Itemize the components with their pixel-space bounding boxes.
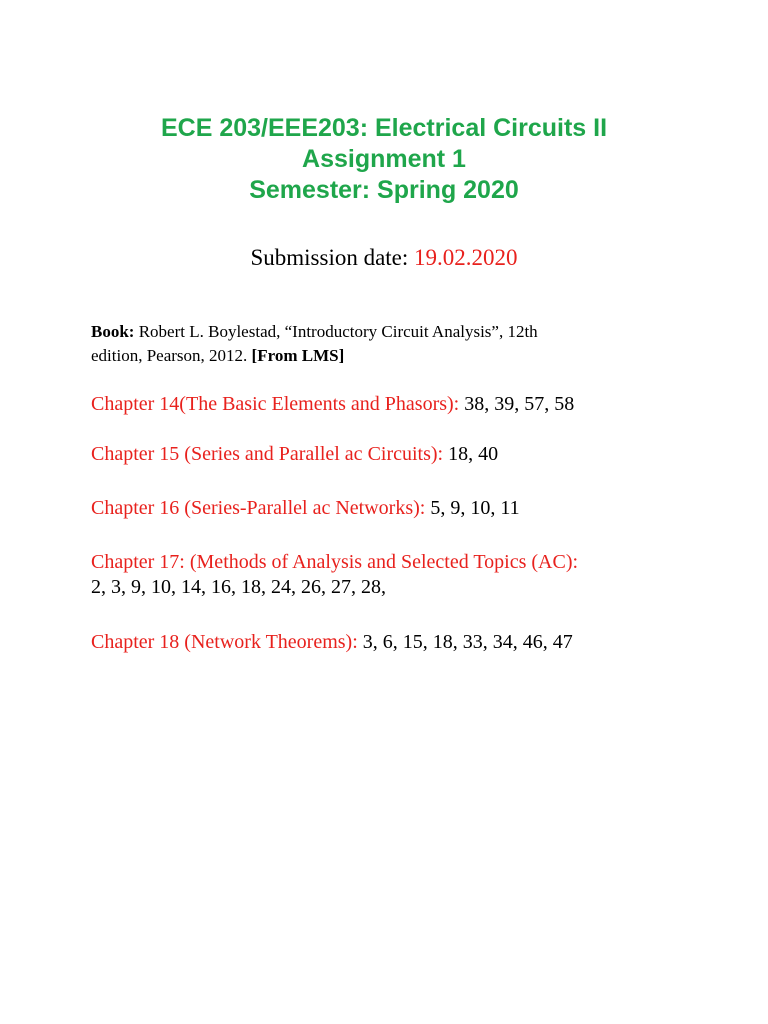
chapter-problems: 2, 3, 9, 10, 14, 16, 18, 24, 26, 27, 28, [91,576,386,598]
course-title: ECE 203/EEE203: Electrical Circuits II [160,114,608,142]
chapter-item [91,550,731,600]
chapter-problems: 38, 39, 57, 58 [464,393,575,415]
chapter-item [91,496,731,521]
book-reference [91,320,691,368]
chapter-title: Chapter 18 (Network Theorems): [91,631,358,653]
book-text-part2: edition, Pearson, 2012. [91,346,248,365]
chapter-title: Chapter 16 (Series-Parallel ac Networks): [91,497,426,519]
chapter-title: Chapter 14(The Basic Elements and Phasors): [91,393,460,415]
submission-date: 19.02.2020 [414,245,518,270]
document-title [0,113,768,206]
chapter-problems: 5, 9, 10, 11 [430,497,520,519]
book-source: [From LMS] [251,346,345,365]
chapter-title: Chapter 15 (Series and Parallel ac Circuits): [91,443,444,465]
chapter-problems: 18, 40 [448,443,499,465]
submission-date-line [0,244,768,272]
book-text-part1: Robert L. Boylestad, “Introductory Circuit Analysis”, 12th [138,322,538,341]
assignment-title: Assignment 1 [302,145,466,173]
chapter-item [91,630,731,655]
semester-title: Semester: Spring 2020 [249,176,519,204]
submission-label: Submission date: [250,245,409,270]
chapter-problems: 3, 6, 15, 18, 33, 34, 46, 47 [362,631,573,653]
chapter-item [91,392,731,417]
book-label: Book: [91,322,135,341]
chapter-item [91,442,731,467]
chapter-title: Chapter 17: (Methods of Analysis and Selected Topics (AC): [91,551,579,573]
